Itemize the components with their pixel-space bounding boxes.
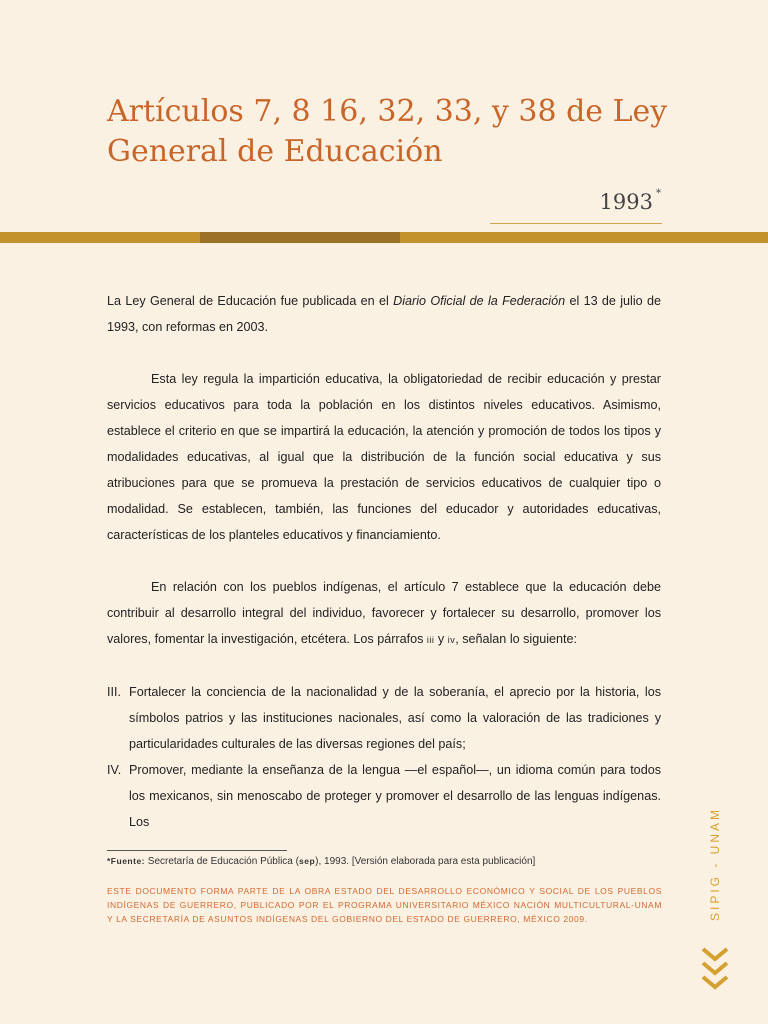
header-band-accent bbox=[200, 232, 400, 243]
paragraph-scope: Esta ley regula la impartición educativa, la obligatoriedad de recibir educación y prestar servicios educativos para toda la población en los distintos niveles educativos. Asimismo, establece el criterio en que se impartirá la educación, la atención y promoción de todos los tipos y modalidades educativas, al igual que la distribución de la función social educativa y sus atribuciones para que se promueva la prestación de servicios educativos de cualquier tipo o modalidad. Se establecen, también, las funciones del educador y autoridades educativas, características de los planteles educativos y financiamiento. bbox=[107, 372, 661, 542]
page-title: Artículos 7, 8 16, 32, 33, y 38 de Ley General de Educación bbox=[107, 94, 668, 169]
publication-note: ESTE DOCUMENTO FORMA PARTE DE LA OBRA ESTADO DEL DESARROLLO ECONÓMICO Y SOCIAL DE LOS PUEBLOS INDÍGENAS DE GUERRERO, PUBLICADO POR EL PROGRAMA UNIVERSITARIO MÉXICO NACIÓN MULTICULTURAL-UNAM Y LA SECRETARÍA DE ASUNTOS INDÍGENAS DEL GOBIERNO DEL ESTADO DE GUERRERO, MÉXICO 2009. bbox=[107, 886, 662, 924]
year-rule bbox=[490, 223, 662, 224]
list-item bbox=[107, 757, 661, 835]
sidebar-vertical-label bbox=[706, 800, 724, 928]
list-item-text: Fortalecer la conciencia de la nacionalidad y de la soberanía, el aprecio por la historia, los símbolos patrios y las instituciones nacionales, así como la valoración de las tradiciones y particularidades culturales de las diversas regiones del país; bbox=[129, 685, 661, 751]
p3-roman-iii: iii bbox=[426, 635, 435, 645]
paragraph-indigenous bbox=[107, 574, 661, 653]
footnote-rule bbox=[107, 850, 287, 851]
p1-italic: Diario Oficial de la Federación bbox=[393, 294, 566, 308]
chevron-down-icon bbox=[700, 946, 730, 996]
paragraph-intro bbox=[107, 288, 661, 340]
footnote bbox=[107, 854, 667, 869]
article-list bbox=[107, 679, 661, 835]
year-value: 1993 bbox=[599, 190, 653, 214]
list-item-number: III. bbox=[107, 685, 121, 699]
footnote-text-end: ), 1993. [Versión elaborada para esta publicación] bbox=[315, 856, 536, 867]
p1-text: La Ley General de Educación fue publicada en el bbox=[107, 294, 394, 308]
footnote-abbr: sep bbox=[298, 856, 316, 866]
year-footnote-mark: * bbox=[656, 188, 661, 199]
footnote-label: *Fuente: bbox=[107, 856, 145, 866]
publication-year bbox=[600, 190, 661, 214]
footnote-text: Secretaría de Educación Pública ( bbox=[145, 856, 299, 867]
list-item bbox=[107, 679, 661, 757]
p1-text-end: el 13 de julio de 1993, con reformas en 2003. bbox=[107, 294, 661, 334]
p3-roman-iv: iv bbox=[447, 635, 456, 645]
list-item-text: Promover, mediante la enseñanza de la lengua —el español—, un idioma común para todos los mexicanos, sin menoscabo de proteger y promover el desarrollo de las lenguas indígenas. Los bbox=[129, 763, 661, 829]
p3-text-end: , señalan lo siguiente: bbox=[455, 632, 578, 646]
list-item-number: IV. bbox=[107, 763, 122, 777]
sidebar-vertical-text: SIPIG - UNAM bbox=[708, 806, 722, 922]
body-text bbox=[107, 288, 661, 835]
p3-text: En relación con los pueblos indígenas, el artículo 7 establece que la educación debe contribuir al desarrollo integral del individuo, favorecer y fortalecer su desarrollo, promover los valores, fomentar la investigación, etcétera. Los párrafos bbox=[107, 580, 661, 646]
p3-conj: y bbox=[434, 632, 448, 646]
